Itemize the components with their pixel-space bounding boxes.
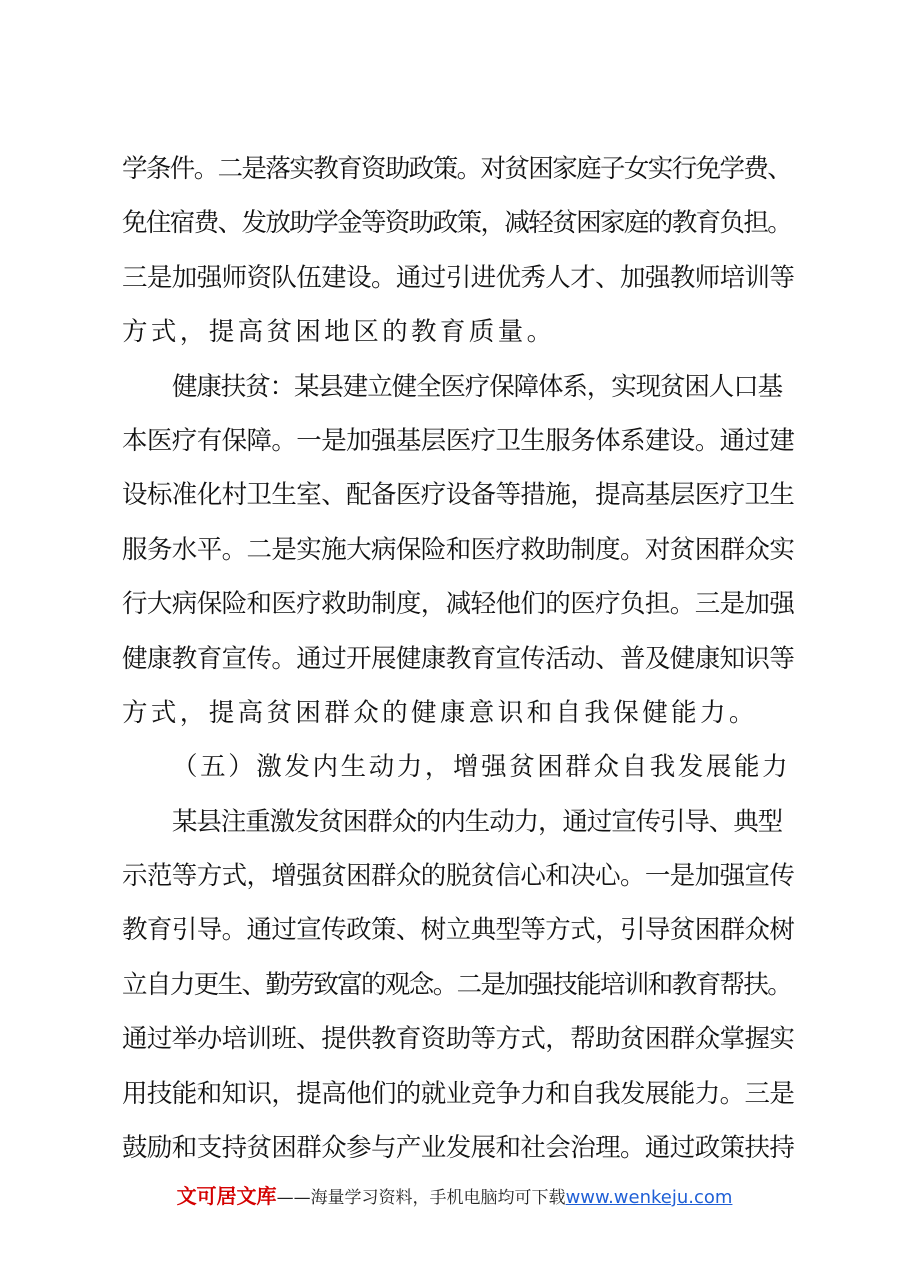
body-line: 方式，提高贫困地区的教育质量。 — [122, 317, 556, 348]
footer-url-link[interactable]: www.wenkeju.com — [565, 1187, 733, 1208]
section-heading: （五）激发内生动力，增强贫困群众自我发展能力 — [172, 752, 791, 783]
footer-tagline: ——海量学习资料，手机电脑均可下载 — [276, 1188, 566, 1208]
body-line: 服务水平。二是实施大病保险和医疗救助制度。对贫困群众实 — [122, 534, 795, 565]
body-line: 立自力更生、勤劳致富的观念。二是加强技能培训和教育帮扶。 — [122, 969, 792, 1000]
body-line: 健康教育宣传。通过开展健康教育宣传活动、普及健康知识等 — [122, 643, 795, 674]
paragraph-start-line: 某县注重激发贫困群众的内生动力，通过宣传引导、典型 — [172, 806, 783, 837]
body-line: 教育引导。通过宣传政策、树立典型等方式，引导贫困群众树 — [122, 915, 795, 946]
body-line: 通过举办培训班、提供教育资助等方式，帮助贫困群众掌握实 — [122, 1024, 795, 1055]
body-line: 用技能和知识，提高他们的就业竞争力和自我发展能力。三是 — [122, 1078, 795, 1109]
body-line: 示范等方式，增强贫困群众的脱贫信心和决心。一是加强宣传 — [122, 861, 795, 892]
body-line: 行大病保险和医疗救助制度，减轻他们的医疗负担。三是加强 — [122, 589, 795, 620]
paragraph-start-line: 健康扶贫：某县建立健全医疗保障体系，实现贫困人口基 — [172, 371, 783, 402]
body-line: 三是加强师资队伍建设。通过引进优秀人才、加强教师培训等 — [122, 262, 795, 293]
body-line: 本医疗有保障。一是加强基层医疗卫生服务体系建设。通过建 — [122, 425, 795, 456]
page-footer — [0, 1180, 909, 1209]
body-line: 免住宿费、发放助学金等资助政策，减轻贫困家庭的教育负担。 — [122, 208, 792, 239]
footer-brand: 文可居文库 — [176, 1184, 277, 1208]
document-body — [122, 142, 794, 1175]
body-line: 方式，提高贫困群众的健康意识和自我保健能力。 — [122, 697, 758, 728]
body-line: 设标准化村卫生室、配备医疗设备等措施，提高基层医疗卫生 — [122, 480, 795, 511]
body-line: 鼓励和支持贫困群众参与产业发展和社会治理。通过政策扶持 — [122, 1133, 795, 1164]
body-line: 学条件。二是落实教育资助政策。对贫困家庭子女实行免学费、 — [122, 154, 792, 184]
